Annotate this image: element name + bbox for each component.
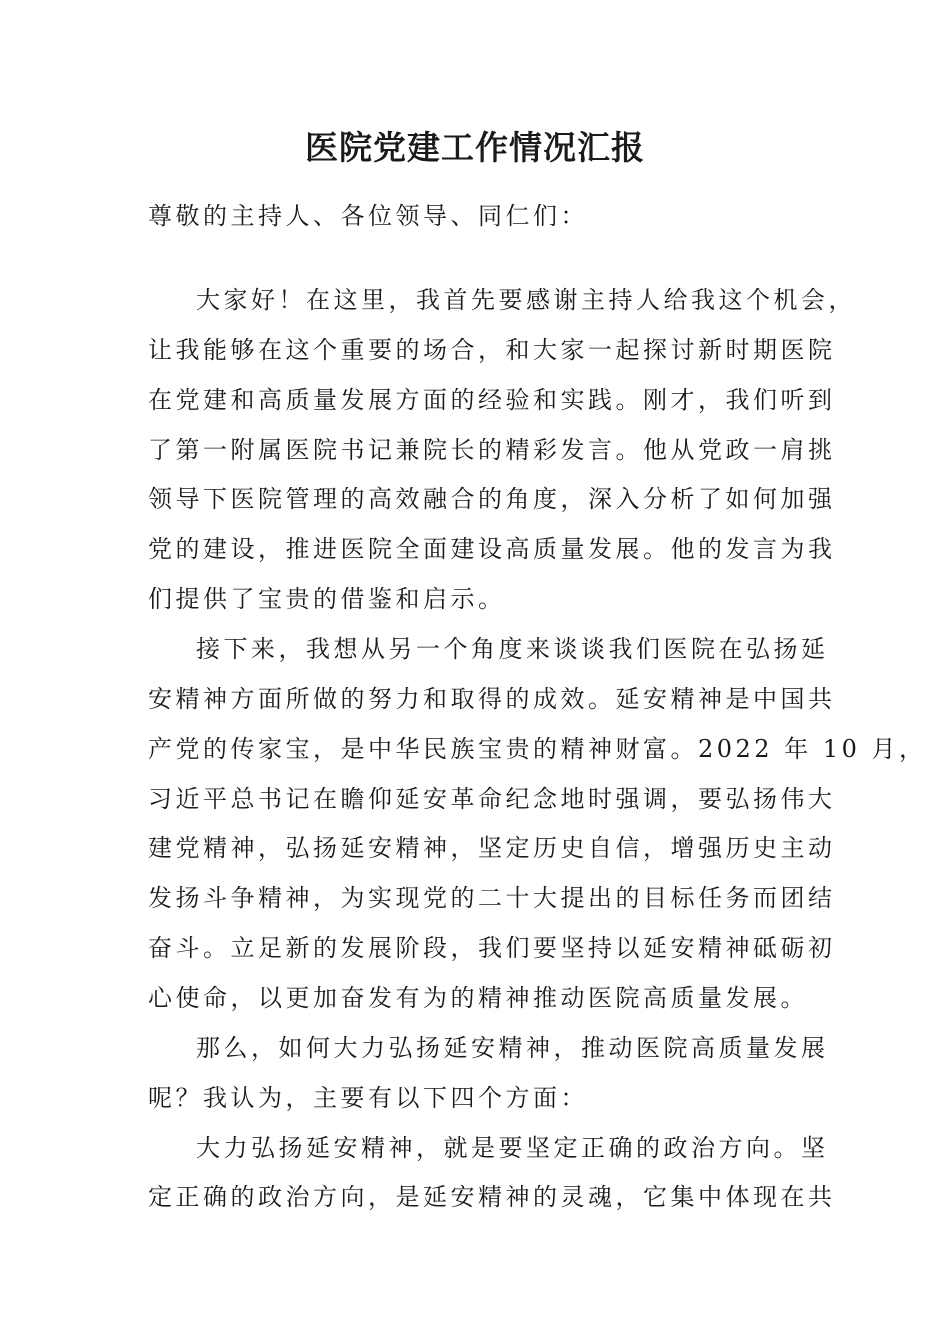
paragraph-line: 奋斗。立足新的发展阶段，我们要坚持以延安精神砥砺初 (148, 934, 836, 962)
paragraph-line: 定正确的政治方向，是延安精神的灵魂，它集中体现在共 (148, 1183, 836, 1211)
paragraph-line: 安精神方面所做的努力和取得的成效。延安精神是中国共 (148, 685, 836, 713)
paragraph-line: 习近平总书记在瞻仰延安革命纪念地时强调，要弘扬伟大 (148, 785, 836, 813)
paragraph-line: 党的建设，推进医院全面建设高质量发展。他的发言为我 (148, 535, 836, 563)
paragraph-line: 接下来，我想从另一个角度来谈谈我们医院在弘扬延 (196, 635, 829, 663)
paragraph-line: 建党精神，弘扬延安精神，坚定历史自信，增强历史主动 (148, 834, 836, 862)
paragraph-line: 心使命，以更加奋发有为的精神推动医院高质量发展。 (148, 984, 808, 1012)
paragraph-line: 呢？我认为，主要有以下四个方面： (148, 1084, 588, 1112)
salutation-line: 尊敬的主持人、各位领导、同仁们： (148, 202, 588, 230)
paragraph-line: 大力弘扬延安精神，就是要坚定正确的政治方向。坚 (196, 1134, 829, 1162)
paragraph-line: 在党建和高质量发展方面的经验和实践。刚才，我们听到 (148, 386, 836, 414)
paragraph-line: 产党的传家宝，是中华民族宝贵的精神财富。2022 年 10 月， (148, 735, 927, 763)
document-title: 医院党建工作情况汇报 (305, 128, 645, 167)
paragraph-line: 发扬斗争精神，为实现党的二十大提出的目标任务而团结 (148, 884, 836, 912)
paragraph-line: 领导下医院管理的高效融合的角度，深入分析了如何加强 (148, 485, 836, 513)
paragraph-line: 们提供了宝贵的借鉴和启示。 (148, 585, 506, 613)
paragraph-line: 了第一附属医院书记兼院长的精彩发言。他从党政一肩挑 (148, 436, 836, 464)
paragraph-line: 那么，如何大力弘扬延安精神，推动医院高质量发展 (196, 1034, 829, 1062)
paragraph-line: 让我能够在这个重要的场合，和大家一起探讨新时期医院 (148, 336, 836, 364)
paragraph-line: 大家好！在这里，我首先要感谢主持人给我这个机会， (196, 286, 856, 314)
